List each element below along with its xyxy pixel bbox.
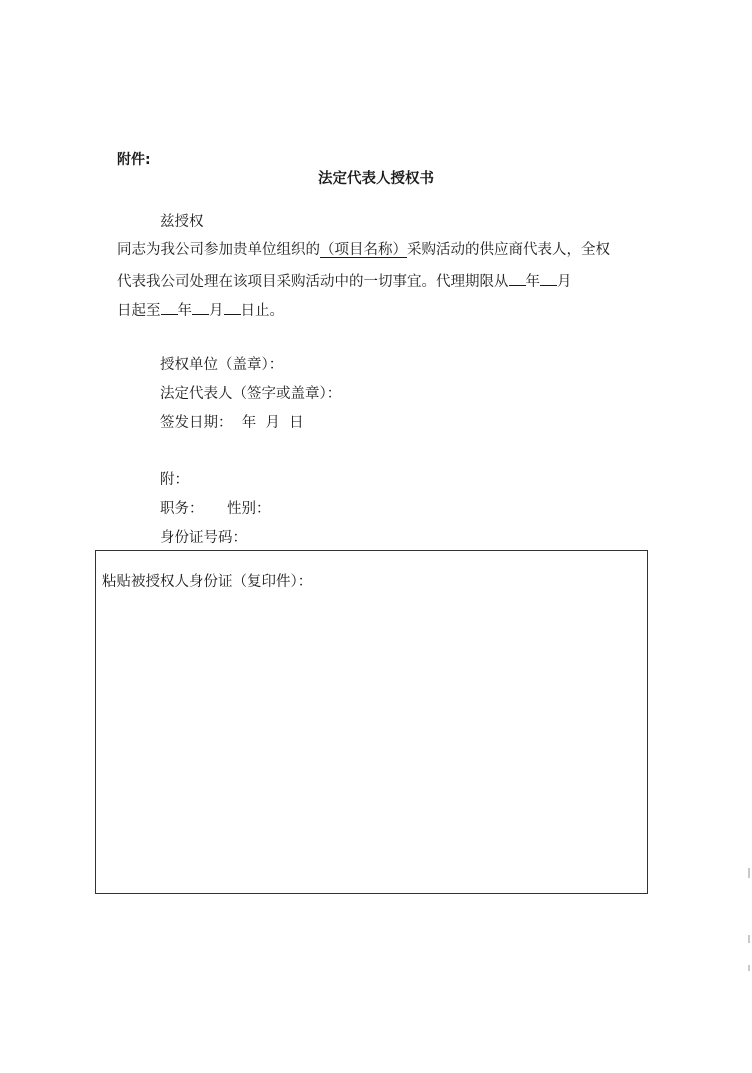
authorizing-unit-field: 授权单位（盖章）： xyxy=(160,357,284,373)
salutation: 兹授权 xyxy=(160,214,204,230)
blank-line xyxy=(192,300,209,315)
blank-line xyxy=(224,300,241,315)
paragraph-line-2 xyxy=(117,271,572,291)
para-line2-year: 年 xyxy=(525,274,540,290)
id-card-paste-label: 粘贴被授权人身份证（复印件）： xyxy=(102,574,313,590)
id-card-paste-box xyxy=(95,550,648,894)
position-field: 职务： xyxy=(160,501,204,517)
paragraph-line-1 xyxy=(117,241,610,259)
blank-line xyxy=(161,300,178,315)
para-line3-year: 年 xyxy=(177,303,192,319)
legal-representative-field: 法定代表人（签字或盖章）： xyxy=(160,386,342,402)
issue-date-field: 签发日期： 年 月 日 xyxy=(160,415,304,431)
scan-edge-mark xyxy=(748,935,750,943)
para-line1-post: 采购活动的供应商代表人，全权 xyxy=(407,242,610,258)
id-number-field: 身份证号码： xyxy=(160,530,247,546)
para-line3-end: 日止。 xyxy=(240,303,284,319)
scan-edge-mark xyxy=(748,965,750,971)
para-line2-pre: 代表我公司处理在该项目采购活动中的一切事宜。代理期限从 xyxy=(117,274,509,290)
gender-field: 性别： xyxy=(227,501,271,517)
para-line3-month: 月 xyxy=(209,303,224,319)
blank-line xyxy=(540,271,557,286)
para-line2-month: 月 xyxy=(557,274,572,290)
blank-line xyxy=(509,271,526,286)
paragraph-line-3 xyxy=(117,300,284,320)
para-line3-day-from: 日起至 xyxy=(117,303,161,319)
para-line1-pre: 同志为我公司参加贵单位组织的 xyxy=(117,242,320,258)
scan-edge-mark xyxy=(748,868,750,878)
project-name-placeholder: （项目名称） xyxy=(320,242,407,258)
document-title: 法定代表人授权书 xyxy=(318,171,434,187)
attachment-label: 附件: xyxy=(117,152,151,168)
appendix-label: 附： xyxy=(160,472,189,488)
